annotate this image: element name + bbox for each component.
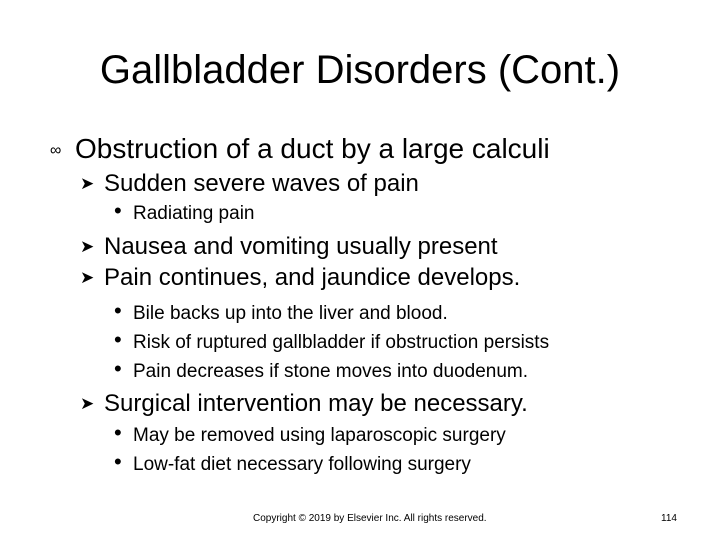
slide-title: Gallbladder Disorders (Cont.) (99, 48, 621, 92)
sub-bullet-item: Low-fat diet necessary following surgery (133, 454, 471, 475)
sub-bullet-item: Bile backs up into the liver and blood. (133, 303, 448, 324)
dot-bullet-icon: • (114, 356, 122, 381)
infinity-bullet-icon: ∞ (50, 142, 62, 159)
dot-bullet-icon: • (114, 449, 122, 474)
dot-bullet-icon: • (114, 327, 122, 352)
main-point: Obstruction of a duct by a large calculi (75, 133, 550, 164)
bullet-item: Nausea and vomiting usually present (104, 233, 498, 260)
sub-bullet-item: Pain decreases if stone moves into duodenum. (133, 361, 529, 382)
sub-bullet-item: Risk of ruptured gallbladder if obstruction persists (133, 332, 550, 353)
arrowhead-bullet-icon: ➤ (80, 237, 95, 256)
dot-bullet-icon: • (114, 198, 122, 223)
bullet-item: Sudden severe waves of pain (104, 170, 419, 197)
sub-bullet-item: Radiating pain (133, 203, 255, 224)
dot-bullet-icon: • (114, 420, 122, 445)
sub-bullet-item: May be removed using laparoscopic surgery (133, 425, 506, 446)
arrowhead-bullet-icon: ➤ (80, 394, 95, 413)
arrowhead-bullet-icon: ➤ (80, 174, 95, 193)
arrowhead-bullet-icon: ➤ (80, 268, 95, 287)
bullet-item: Pain continues, and jaundice develops. (104, 264, 521, 291)
bullet-item: Surgical intervention may be necessary. (104, 390, 528, 417)
page-number: 114 (661, 513, 677, 524)
dot-bullet-icon: • (114, 298, 122, 323)
copyright-footer: Copyright © 2019 by Elsevier Inc. All rights reserved. (253, 513, 487, 524)
